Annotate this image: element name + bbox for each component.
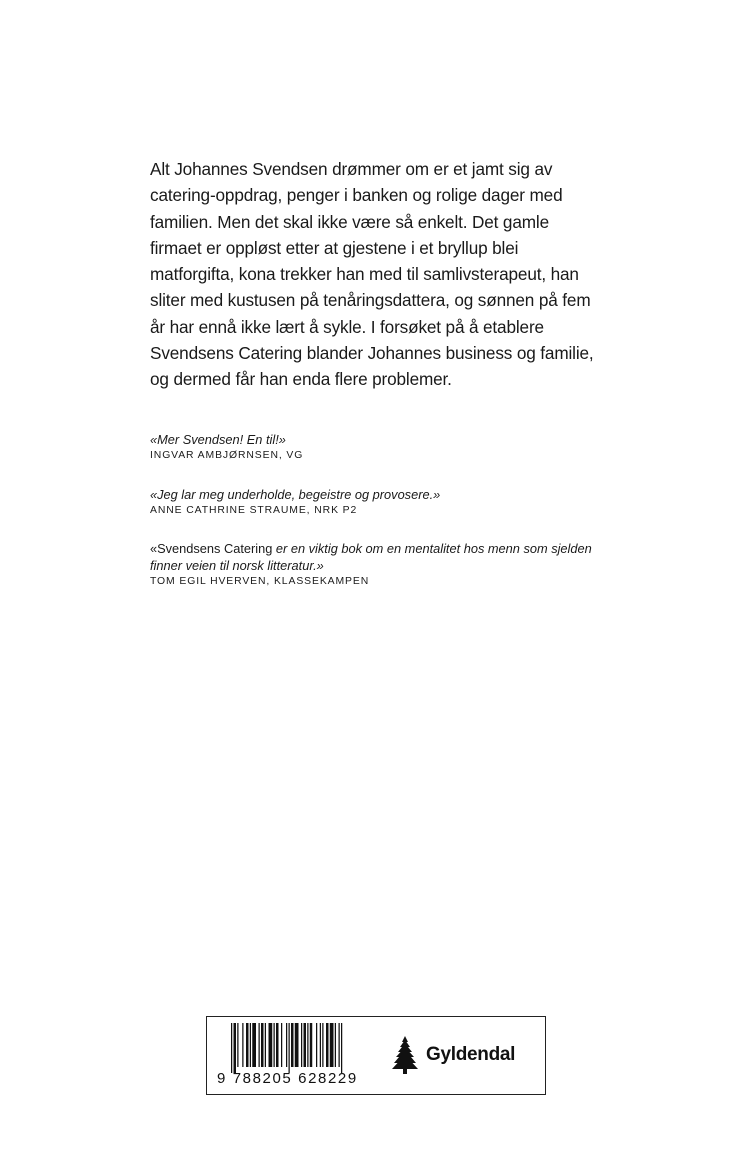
quote-text: «Jeg lar meg underholde, begeistre og provosere.»: [150, 487, 441, 502]
quote-book-title: Svendsens Catering: [157, 541, 273, 556]
isbn-number: 9 788205 628229: [217, 1070, 358, 1087]
quote-source: INGVAR AMBJØRNSEN, VG: [150, 450, 304, 461]
back-cover-blurb: Alt Johannes Svendsen drømmer om er et jamt sig av catering-oppdrag, penger i banken og rolige dager med familien. Men det skal ikke være så enkelt. Det gamle firmaet er oppløst etter at gjestene i et bryllup blei matforgifta, kona trekker han med til samlivsterapeut, han sliter med kustusen på tenåringsdattera, og sønnen på fem år har ennå ikke lært å sykle. I forsøket på å etablere Svendsens Catering blander Johannes business og familie, og dermed får han enda flere problemer.: [150, 159, 594, 390]
quote-text: «Mer Svendsen! En til!»: [150, 432, 286, 447]
barcode-panel: [206, 1016, 546, 1095]
quote-open-mark: «: [150, 541, 158, 556]
quote-source: ANNE CATHRINE STRAUME, NRK P2: [150, 505, 358, 516]
tree-icon: [390, 1035, 420, 1075]
quote-text: [150, 540, 620, 574]
publisher-logo: [390, 1035, 515, 1075]
quote-source: TOM EGIL HVERVEN, KLASSEKAMPEN: [150, 576, 370, 587]
review-quote: [150, 486, 620, 518]
publisher-name: Gyldendal: [426, 1044, 516, 1065]
quote-body: er en viktig bok om en mentalitet hos menn som sjelden finner veien til norsk litteratur.»: [150, 541, 592, 573]
review-quote: [150, 540, 620, 589]
review-quote: [150, 431, 620, 463]
barcode-icon: [207, 1017, 382, 1073]
